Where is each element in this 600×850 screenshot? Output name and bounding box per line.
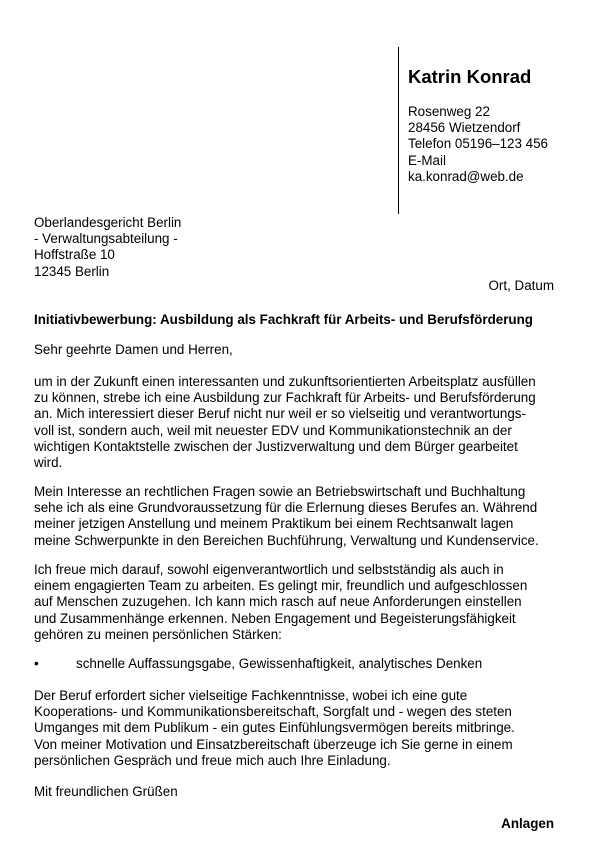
sender-name: Katrin Konrad	[408, 66, 532, 87]
text-line: um in der Zukunft einen interessanten und zukunftsorientierten Arbeitsplatz ausfüllen	[34, 374, 536, 389]
sender-email-label: E-Mail	[408, 152, 446, 168]
text-line: Ich freue mich darauf, sowohl eigenverantwortlich und selbstständig als auch in	[34, 562, 504, 577]
closing: Mit freundlichen Grüßen	[34, 784, 178, 799]
body-paragraph	[34, 484, 539, 549]
text-line: zu können, strebe ich eine Ausbildung zur Fachkraft für Arbeits- und Berufsförderung	[34, 390, 536, 406]
sender-email: ka.konrad@web.de	[408, 168, 524, 184]
recipient-line: - Verwaltungsabteilung -	[34, 231, 178, 247]
text-line: Mein Interesse an rechtlichen Fragen sowie an Betriebswirtschaft und Buchhaltung	[34, 484, 526, 499]
text-line: wichtigen Kontaktstelle zwischen der Justizverwaltung und dem Bürger gearbeitet	[34, 438, 518, 454]
text-line: voll ist, sondern auch, weil mit neuester EDV und Kommunikationstechnik an der	[34, 422, 512, 438]
text-line: persönlichen Gespräch und freue mich auch Ihre Einladung.	[34, 752, 391, 768]
text-line: meine Schwerpunkte in den Bereichen Buchführung, Verwaltung und Kundenservice.	[34, 532, 539, 548]
recipient-line: Hoffstraße 10	[34, 247, 115, 263]
text-line: gehören zu meinen persönlichen Stärken:	[34, 626, 282, 642]
text-line: wird.	[34, 455, 63, 471]
text-line: sehe ich als eine Grundvoraussetzung für die Erlernung dieses Berufes an. Während	[34, 500, 538, 516]
text-line: Umganges mit dem Publikum - ein gutes Einfühlungsvermögen bereits mitbringe.	[34, 720, 515, 736]
recipient-line: 12345 Berlin	[34, 263, 110, 279]
text-line: und Zusammenhänge erkennen. Neben Engagement und Begeisterungsfähigkeit	[34, 610, 516, 626]
attachments-label: Anlagen	[501, 816, 554, 831]
text-line: meiner jetzigen Anstellung und meinem Praktikum bei einem Rechtsanwalt lagen	[34, 516, 514, 532]
place-date: Ort, Datum	[488, 278, 554, 293]
sender-street: Rosenweg 22	[408, 104, 490, 119]
subject-line: Initiativbewerbung: Ausbildung als Fachkraft für Arbeits- und Berufsförderung	[34, 312, 533, 327]
text-line: an. Mich interessiert dieser Beruf nicht nur weil er so vielseitig und verantwortungs-	[34, 406, 526, 422]
sender-address	[408, 104, 548, 185]
salutation: Sehr geehrte Damen und Herren,	[34, 342, 233, 357]
text-line: auf Menschen zuzugehen. Ich kann mich rasch auf neue Anforderungen einstellen	[34, 594, 522, 610]
text-line: einem engagierten Team zu arbeiten. Es gelingt mir, freundlich und aufgeschlossen	[34, 578, 528, 594]
body-paragraph	[34, 688, 515, 769]
sender-phone: Telefon 05196–123 456	[408, 136, 548, 152]
body-paragraph	[34, 562, 527, 643]
bullet-marker: •	[34, 656, 39, 671]
header-divider	[398, 47, 399, 214]
text-line: Der Beruf erfordert sicher vielseitige Fachkenntnisse, wobei ich eine gute	[34, 688, 468, 703]
sender-city: 28456 Wietzendorf	[408, 120, 521, 136]
recipient-address	[34, 215, 181, 280]
bullet-text: schnelle Auffassungsgabe, Gewissenhaftigkeit, analytisches Denken	[76, 656, 483, 671]
body-paragraph	[34, 374, 536, 471]
text-line: Von meiner Motivation und Einsatzbereitschaft überzeuge ich Sie gerne in einem	[34, 736, 513, 752]
text-line: Kooperations- und Kommunikationsbereitschaft, Sorgfalt und - wegen des steten	[34, 704, 512, 720]
recipient-line: Oberlandesgericht Berlin	[34, 215, 182, 230]
